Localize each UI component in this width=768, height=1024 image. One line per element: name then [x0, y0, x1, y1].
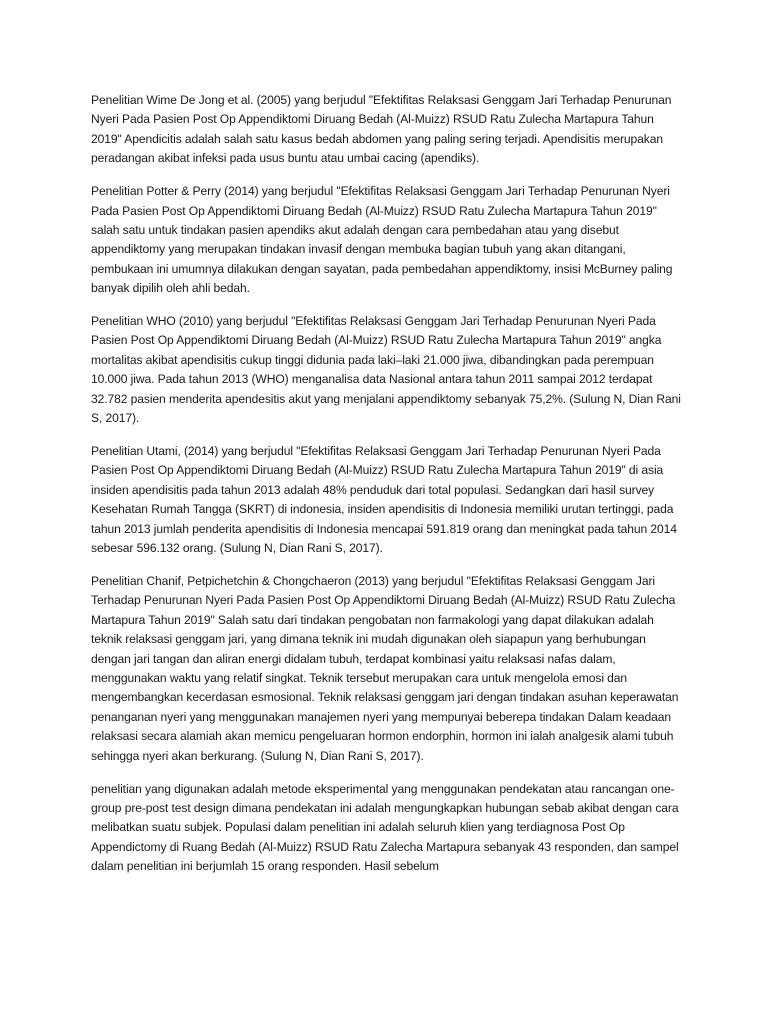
paragraph-1: Penelitian Wime De Jong et al. (2005) yang berjudul "Efektifitas Relaksasi Genggam Jari Terhadap Penurunan Nyeri Pada Pasien Post Op Appendiktomi Diruang Bedah (Al-Muizz) RSUD Ratu Zulecha Martapura Tahun 2019" Apendicitis adalah salah satu kasus bedah abdomen yang paling sering terjadi. Apendisitis merupakan peradangan akibat infeksi pada usus buntu atau umbai cacing (apendiks). — [91, 93, 672, 166]
paragraph-5: Penelitian Chanif, Petpichetchin & Chongchaeron (2013) yang berjudul "Efektifitas Relaksasi Genggam Jari Terhadap Penurunan Nyeri Pada Pasien Post Op Appendiktomi Diruang Bedah (Al-Muizz) RSUD Ratu Zulecha Martapura Tahun 2019" Salah satu dari tindakan pengobatan non farmakologi yang dapat dilakukan adalah teknik relaksasi genggam jari, yang dimana teknik ini mudah digunakan oleh siapapun yang berhubungan dengan jari tangan dan aliran energi didalam tubuh, terdapat kombinasi yaitu relaksasi nafas dalam, menggunakan waktu yang relatif singkat. Teknik tersebut merupakan cara untuk mengelola emosi dan mengembangkan kecerdasan esmosional. Teknik relaksasi genggam jari dengan tindakan asuhan keperawatan penanganan nyeri yang menggunakan manajemen nyeri yang mempunyai beberepa tindakan Dalam keadaan relaksasi secara alamiah akan memicu pengeluaran hormon endorphin, hormon ini ialah analgesik alami tubuh sehingga nyeri akan berkurang. (Sulung N, Dian Rani S, 2017). — [91, 573, 679, 763]
paragraph-2: Penelitian Potter & Perry (2014) yang berjudul "Efektifitas Relaksasi Genggam Jari Terhadap Penurunan Nyeri Pada Pasien Post Op Appendiktomi Diruang Bedah (Al-Muizz) RSUD Ratu Zulecha Martapura Tahun 2019" salah satu untuk tindakan pasien apendiks akut adalah dengan cara pembedahan atau yang disebut appendiktomy yang merupakan tindakan invasif dengan membuka bagian tubuh yang akan ditangani, pembukaan ini umumnya dilakukan dengan sayatan, pada pembedahan appendiktomy, insisi McBurney paling banyak dipilih oleh ahli bedah. — [91, 184, 673, 296]
paragraph-6: penelitian yang digunakan adalah metode eksperimental yang menggunakan pendekatan atau rancangan one-group pre-post test design dimana pendekatan ini adalah mengungkapkan hubungan sebab akibat dengan cara melibatkan suatu subjek. Populasi dalam penelitian ini adalah seluruh klien yang terdiagnosa Post Op Appendictomy di Ruang Bedah (Al-Muizz) RSUD Ratu Zalecha Martapura sebanyak 43 responden, dan sampel dalam penelitian ini berjumlah 15 orang responden. Hasil sebelum — [91, 781, 679, 874]
document-body — [91, 91, 681, 890]
paragraph-4: Penelitian Utami, (2014) yang berjudul "Efektifitas Relaksasi Genggam Jari Terhadap Penurunan Nyeri Pada Pasien Post Op Appendiktomi Diruang Bedah (Al-Muizz) RSUD Ratu Zulecha Martapura Tahun 2019" di asia insiden apendisitis pada tahun 2013 adalah 48% penduduk dari total populasi. Sedangkan dari hasil survey Kesehatan Rumah Tangga (SKRT) di indonesia, insiden apendisitis di Indonesia memiliki urutan tertinggi, pada tahun 2013 jumlah penderita apendisitis di Indonesia mencapai 591.819 orang dan meningkat pada tahun 2014 sebesar 596.132 orang. (Sulung N, Dian Rani S, 2017). — [91, 444, 677, 556]
paragraph-3: Penelitian WHO (2010) yang berjudul "Efektifitas Relaksasi Genggam Jari Terhadap Penurunan Nyeri Pada Pasien Post Op Appendiktomi Diruang Bedah (Al-Muizz) RSUD Ratu Zulecha Martapura Tahun 2019" angka mortalitas akibat apendisitis cukup tinggi didunia pada laki–laki 21.000 jiwa, dibandingkan pada perempuan 10.000 jiwa. Pada tahun 2013 (WHO) menganalisa data Nasional antara tahun 2011 sampai 2012 terdapat 32.782 pasien menderita apendesitis akut yang menjalani appendiktomy sebanyak 75,2%. (Sulung N, Dian Rani S, 2017). — [91, 314, 681, 426]
